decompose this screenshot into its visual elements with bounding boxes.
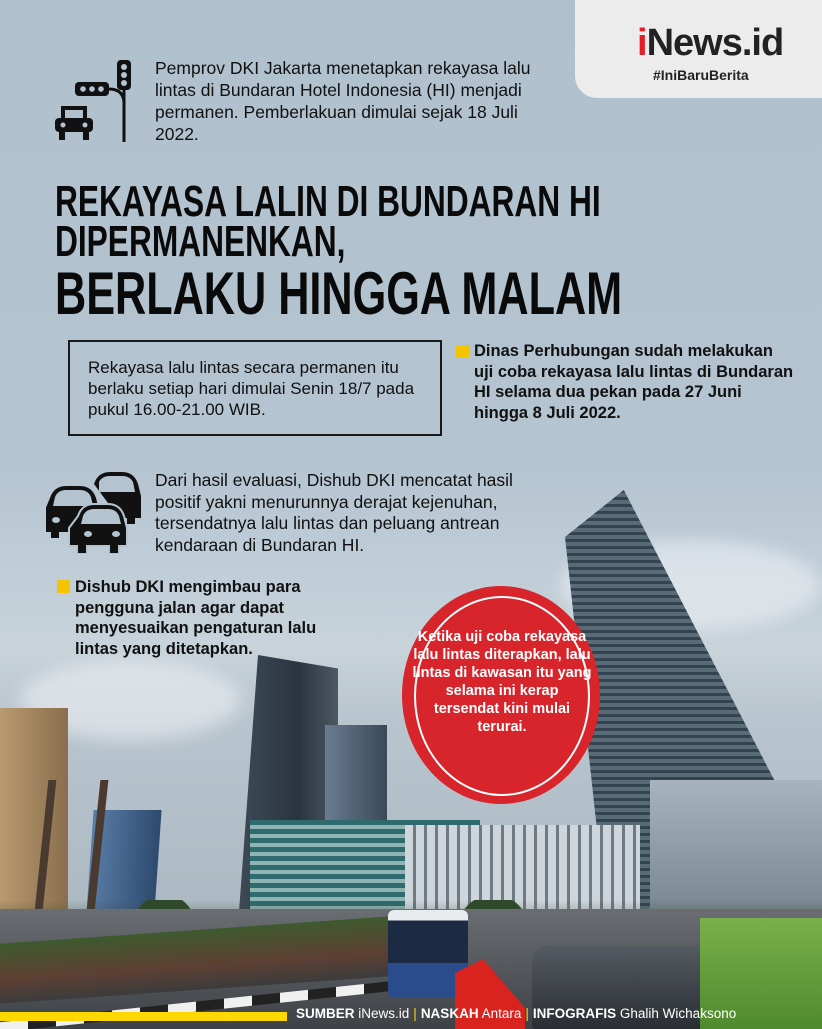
source-value: iNews.id xyxy=(358,1006,410,1021)
brand-panel xyxy=(575,0,822,98)
evaluation-text: Dari hasil evaluasi, Dishub DKI mencatat hasil positif yakni menurunnya derajat kejenuhan, tersendatnya lalu lintas dan peluang antrean kendaraan di Bundaran HI. xyxy=(155,470,513,555)
footer-credits xyxy=(296,1006,736,1021)
traffic-jam-cars-icon xyxy=(46,470,142,554)
headline-line-1: REKAYASA LALIN DI BUNDARAN HI xyxy=(55,177,601,226)
schedule-info-text: Rekayasa lalu lintas secara permanen itu berlaku setiap hari dimulai Senin 18/7 pada pukul 16.00-21.00 WIB. xyxy=(88,358,415,419)
separator: | xyxy=(413,1006,417,1021)
headline-line-3: BERLAKU HINGGA MALAM xyxy=(55,260,623,327)
bullet-trial-period: Dinas Perhubungan sudah melakukan uji coba rekayasa lalu lintas di Bundaran HI selama dua pekan pada 27 Juni hingga 8 Juli 2022. xyxy=(474,342,794,422)
callout-text: Ketika uji coba rekayasa lalu lintas diterapkan, lalu lintas di kawasan itu yang selama ini kerap tersendat kini mulai terurai. xyxy=(412,629,592,735)
intro-text: Pemprov DKI Jakarta menetapkan rekayasa lalu lintas di Bundaran Hotel Indonesia (HI) menjadi permanen. Pemberlakuan dimulai sejak 18 Juli 2022. xyxy=(155,58,531,144)
schedule-info-box xyxy=(68,340,442,436)
bullet-marker xyxy=(57,580,70,593)
headline-line-2: DIPERMANENKAN, xyxy=(55,217,346,266)
bullet-appeal: Dishub DKI mengimbau para pengguna jalan agar dapat menyesuaikan pengaturan lalu lintas yang ditetapkan. xyxy=(75,578,317,658)
bullet-marker xyxy=(456,345,469,358)
headline xyxy=(55,177,623,327)
traffic-light-car-icon xyxy=(53,58,137,142)
graphic-label: INFOGRAFIS xyxy=(532,1006,617,1021)
text-label: NASKAH xyxy=(420,1006,479,1021)
text-value: Antara xyxy=(481,1006,522,1021)
separator: | xyxy=(525,1006,529,1021)
footer-accent-bar xyxy=(0,1012,287,1021)
brand-tagline: #IniBaruBerita xyxy=(653,67,749,83)
graphic-value: Ghalih Wichaksono xyxy=(619,1006,737,1021)
brand-logo[interactable]: iNews.id xyxy=(637,22,784,64)
city-photo xyxy=(0,480,822,1029)
source-label: SUMBER xyxy=(296,1006,355,1021)
